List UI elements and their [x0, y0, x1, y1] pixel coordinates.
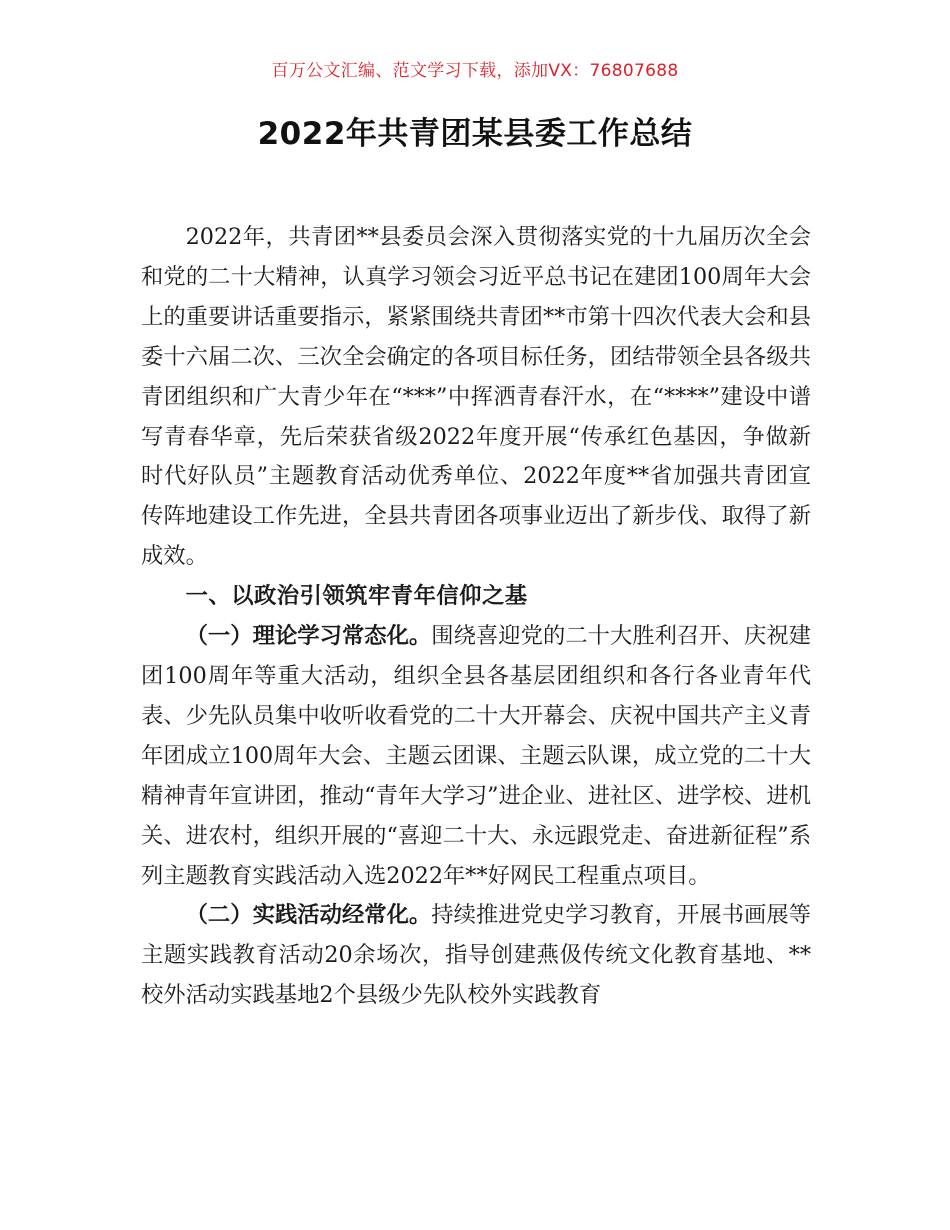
section1-item1-text: 围绕喜迎党的二十大胜利召开、庆祝建团100周年等重大活动，组织全县各基层团组织和各行各业青年代表、少先队员集中收听收看党的二十大开幕会、庆祝中国共产主义青年团成立100周年大会、主题云团课、主题云队课，成立党的二十大精神青年宣讲团，推动“青年大学习”进企业、进社区、进学校、进机关、进农村，组织开展的“喜迎二十大、永远跟党走、奋进新征程”系列主题教育实践活动入选2022年**好网民工程重点项目。: [141, 623, 811, 889]
section1-item1-paragraph: [141, 617, 811, 896]
document-title: 2022年共青团某县委工作总结: [257, 116, 693, 152]
header-watermark-note: 百万公文汇编、范文学习下载，添加VX：76807688: [271, 61, 679, 81]
section1-item1-lead: （一）理论学习常态化。: [185, 623, 432, 650]
intro-paragraph: 2022年，共青团**县委员会深入贯彻落实党的十九届历次全会和党的二十大精神，认真学习领会习近平总书记在建团100周年大会上的重要讲话重要指示，紧紧围绕共青团**市第十四次代表大会和县委十六届二次、三次全会确定的各项目标任务，团结带领全县各级共青团组织和广大青少年在“***”中挥洒青春汗水，在“****”建设中谱写青春华章，先后荣获省级2022年度开展“传承红色基因，争做新时代好队员”主题教育活动优秀单位、2022年度**省加强共青团宣传阵地建设工作先进，全县共青团各项事业迈出了新步伐、取得了新成效。: [141, 224, 811, 570]
section1-item2-text: 持续推进党史学习教育，开展书画展等主题实践教育活动20余场次，指导创建燕伋传统文化教育基地、**校外活动实践基地2个县级少先队校外实践教育: [141, 902, 811, 1009]
document-body: [141, 218, 811, 1016]
section-heading-1: 一、以政治引领筑牢青年信仰之基: [185, 583, 528, 610]
section1-item2-paragraph: [141, 896, 811, 1016]
section1-item2-lead: （二）实践活动经常化。: [185, 902, 432, 929]
